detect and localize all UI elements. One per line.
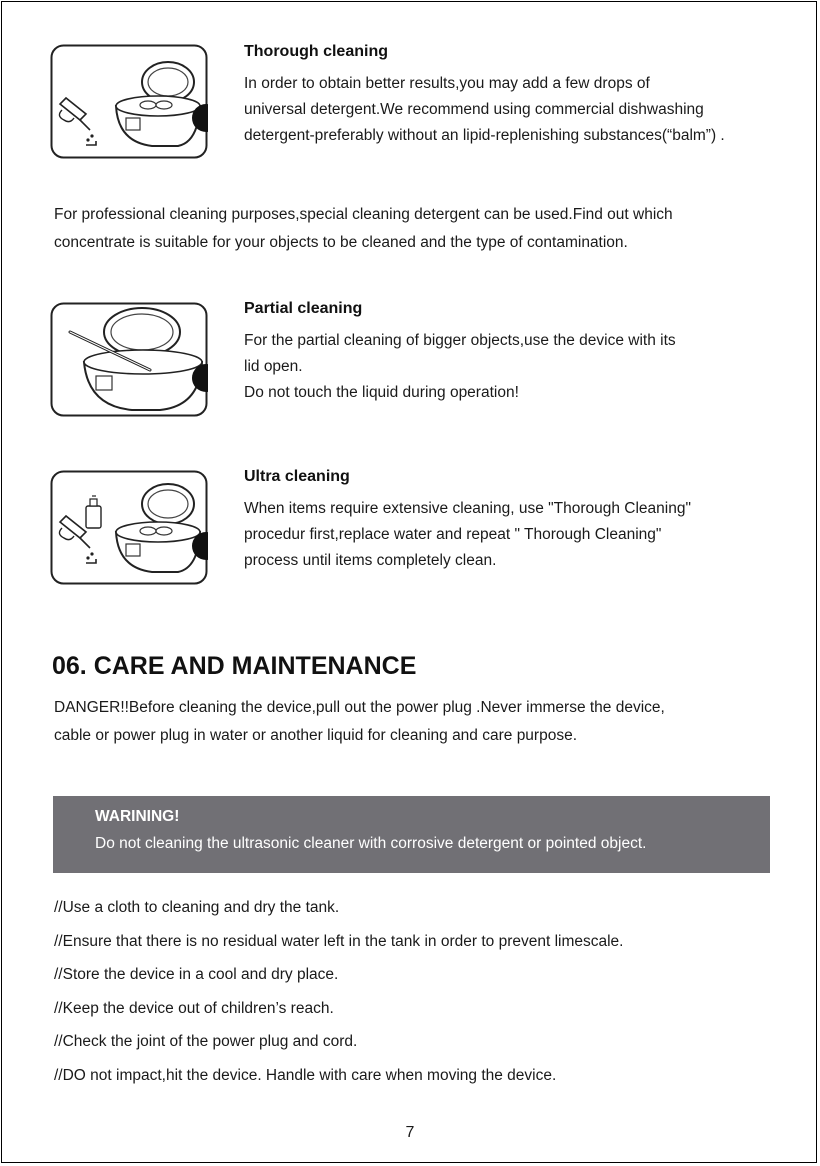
toothbrush-in-open-cleaner-icon (50, 302, 208, 417)
body-line: universal detergent.We recommend using commercial dishwashing (244, 101, 704, 118)
section-title-partial: Partial cleaning (244, 300, 363, 317)
professional-note (54, 201, 673, 257)
body-line: detergent-preferably without an lipid-replenishing substances(“balm”) . (244, 127, 725, 144)
warning-box (53, 796, 770, 873)
care-heading: 06. CARE AND MAINTENANCE (52, 652, 417, 680)
danger-line: DANGER!!Before cleaning the device,pull out the power plug .Never immerse the device, (54, 699, 665, 716)
body-line: process until items completely clean. (244, 552, 497, 569)
section-title-ultra: Ultra cleaning (244, 468, 350, 485)
body-line: For the partial cleaning of bigger objects,use the device with its (244, 332, 676, 349)
body-line: When items require extensive cleaning, use "Thorough Cleaning" (244, 500, 691, 517)
section-body-ultra (244, 496, 691, 574)
danger-note (54, 694, 665, 750)
list-item: //Use a cloth to cleaning and dry the tank. (54, 899, 340, 916)
detergent-and-dropper-into-cleaner-icon (50, 470, 208, 585)
body-line: In order to obtain better results,you may add a few drops of (244, 75, 650, 92)
section-body-thorough (244, 71, 725, 149)
body-line: procedur first,replace water and repeat " Thorough Cleaning" (244, 526, 662, 543)
note-line: concentrate is suitable for your objects to be cleaned and the type of contamination. (54, 234, 628, 251)
list-item: //Check the joint of the power plug and cord. (54, 1033, 358, 1050)
warning-text: Do not cleaning the ultrasonic cleaner with corrosive detergent or pointed object. (95, 835, 647, 852)
body-line: Do not touch the liquid during operation! (244, 384, 519, 401)
body-line: lid open. (244, 358, 303, 375)
dropper-bottle-into-cleaner-icon (50, 44, 208, 159)
note-line: For professional cleaning purposes,special cleaning detergent can be used.Find out which (54, 206, 673, 223)
list-item: //Ensure that there is no residual water left in the tank in order to prevent limescale. (54, 932, 624, 950)
danger-line: cable or power plug in water or another liquid for cleaning and care purpose. (54, 727, 578, 744)
list-item: //DO not impact,hit the device. Handle with care when moving the device. (54, 1066, 557, 1084)
care-list (54, 896, 624, 1097)
warning-title: WARINING! (95, 808, 180, 825)
list-item: //Store the device in a cool and dry place. (54, 966, 339, 983)
section-body-partial (244, 328, 676, 406)
section-title-thorough: Thorough cleaning (244, 43, 388, 60)
page-number: 7 (405, 1124, 415, 1141)
list-item: //Keep the device out of children’s reach. (54, 999, 334, 1017)
